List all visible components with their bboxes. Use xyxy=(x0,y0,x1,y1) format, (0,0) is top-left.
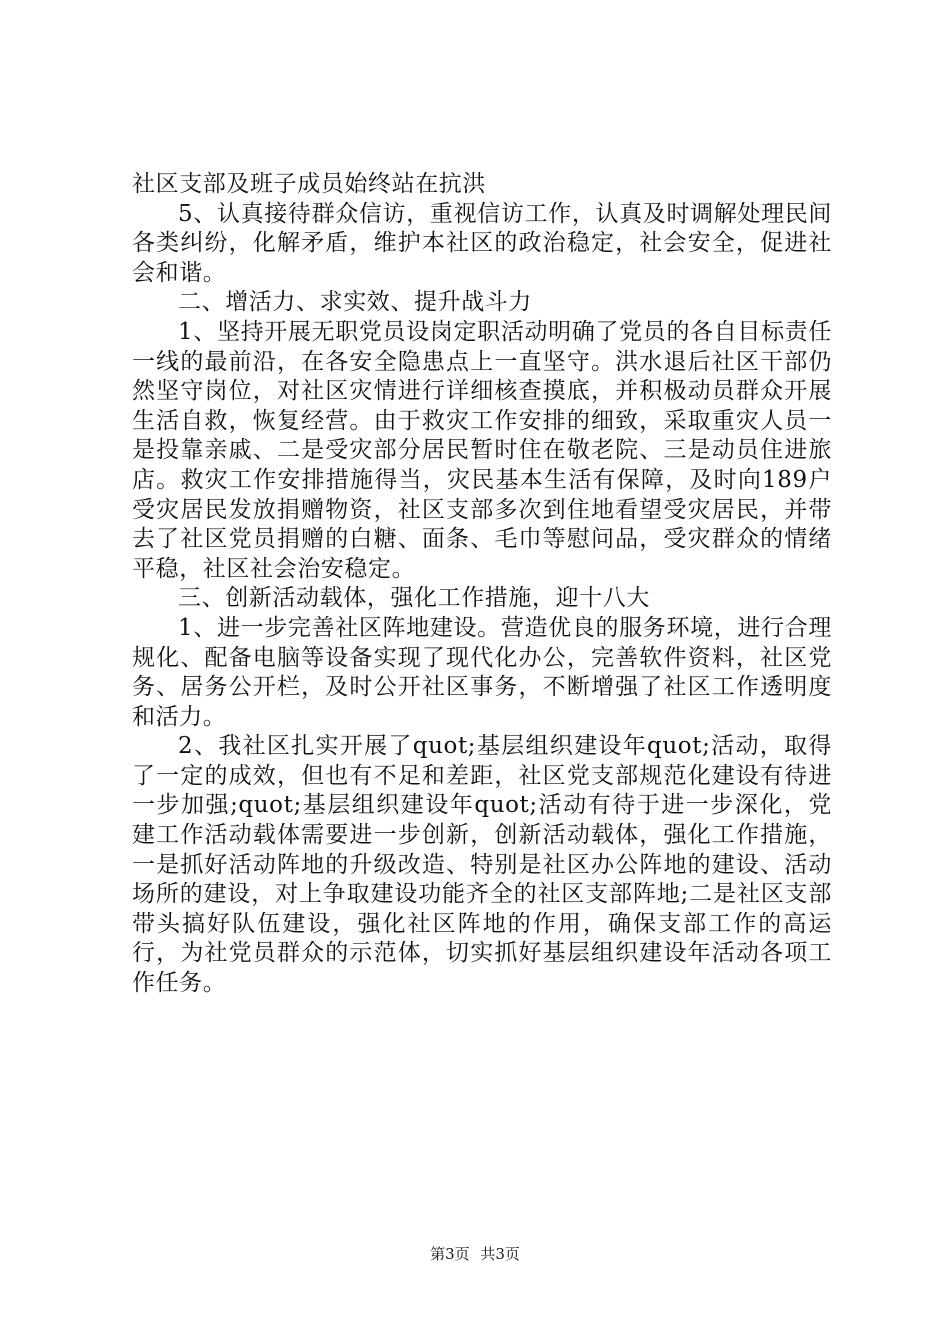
paragraph-3: 1、坚持开展无职党员设岗定职活动明确了党员的各自目标责任一线的最前沿，在各安全隐患点上一直坚守。洪水退后社区干部仍然坚守岗位，对社区灾情进行详细核查摸底，并积极动员群众开展生活自救，恢复经营。由于救灾工作安排的细致，采取重灾人员一是投靠亲戚、二是受灾部分居民暂时住在敬老院、三是动员住进旅店。救灾工作安排措施得当，灾民基本生活有保障，及时向189户受灾居民发放捐赠物资，社区支部多次到住地看望受灾居民，并带去了社区党员捐赠的白糖、面条、毛巾等慰问品，受灾群众的情绪平稳，社区社会治安稳定。 xyxy=(132,318,832,582)
paragraph-1: 社区支部及班子成员始终站在抗洪 xyxy=(132,171,486,197)
paragraph-5: 2、我社区扎实开展了quot;基层组织建设年quot;活动，取得了一定的成效，但也有不足和差距，社区党支部规范化建设有待进一步加强;quot;基层组织建设年quot;活动有待于进一步深化，党建工作活动载体需要进一步创新，创新活动载体，强化工作措施，一是抓好活动阵地的升级改造、特别是社区办公阵地的建设、活动场所的建设，对上争取建设功能齐全的社区支部阵地;二是社区支部带头搞好队伍建设，强化社区阵地的作用，确保支部工作的高运行，为社党员群众的示范体，切实抓好基层组织建设年活动各项工作任务。 xyxy=(132,733,832,997)
document-body xyxy=(132,170,832,999)
section-heading-3: 三、创新活动载体，强化工作措施，迎十八大 xyxy=(178,585,650,612)
page-footer xyxy=(0,1244,950,1264)
section-heading-2: 二、增活力、求实效、提升战斗力 xyxy=(178,289,532,316)
paragraph-4: 1、进一步完善社区阵地建设。营造优良的服务环境，进行合理规化、配备电脑等设备实现了现代化办公，完善软件资料，社区党务、居务公开栏，及时公开社区事务，不断增强了社区工作透明度和活力。 xyxy=(132,614,832,730)
page-total: 共3页 xyxy=(480,1245,520,1263)
page-number: 第3页 xyxy=(430,1245,470,1263)
paragraph-2: 5、认真接待群众信访，重视信访工作，认真及时调解处理民间各类纠纷，化解矛盾，维护本社区的政治稳定，社会安全，促进社会和谐。 xyxy=(132,200,832,286)
